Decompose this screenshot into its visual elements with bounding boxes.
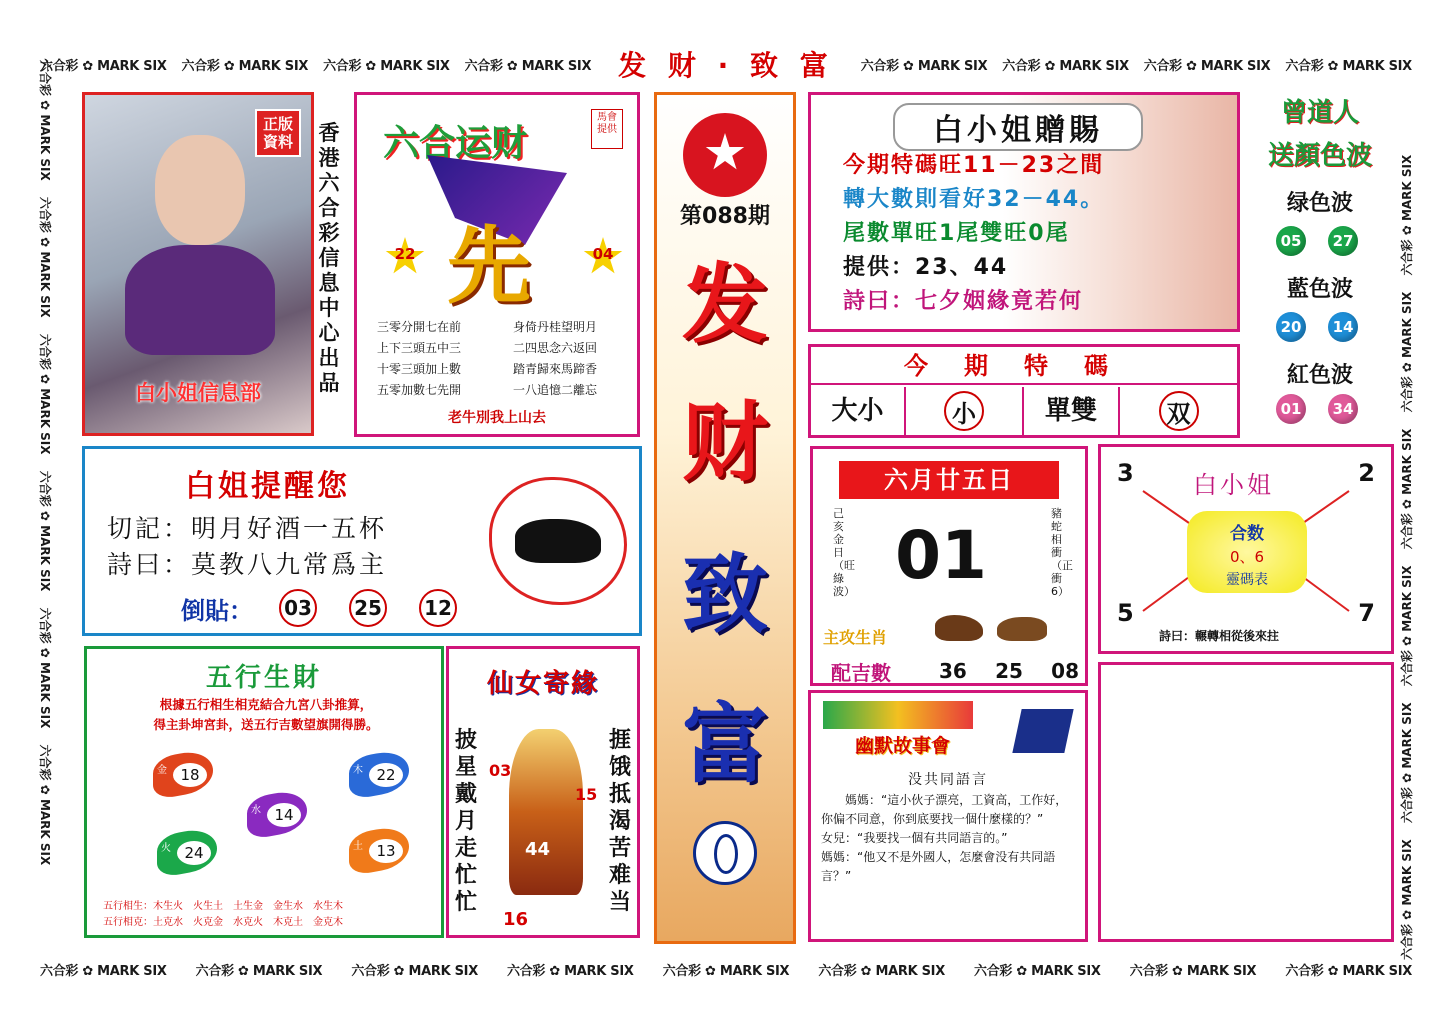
wave-ball: 01 [1276, 394, 1306, 424]
portrait-image [155, 135, 245, 245]
header-title: 发 财 · 致 富 [618, 49, 834, 82]
daotie-num: 12 [419, 589, 457, 627]
border-text: 六合彩 ✿ MARK SIX [38, 60, 52, 181]
bauhinia-emblem-icon [683, 113, 767, 197]
ox-silhouette-icon [515, 519, 601, 563]
border-text: 六合彩 ✿ MARK SIX [195, 964, 323, 979]
horse-icon [935, 615, 983, 641]
wuxing-ke: 五行相克：土克水 火克金 水克火 木克土 金克木 [103, 917, 343, 928]
fairy-num: 16 [503, 909, 529, 930]
border-text: 六合彩 ✿ MARK SIX [818, 964, 945, 979]
poem-line: 一八追憶二離忘 [513, 383, 598, 397]
story-heading: 没共同語言 [908, 772, 988, 788]
fortune-left-num: 22 [394, 245, 416, 263]
gift-line: 今期特碼旺11－23之間 [843, 153, 1105, 178]
side-publisher-text: 香港六合彩信息中心出品 [318, 120, 340, 395]
story-body [821, 791, 1077, 886]
gift-line: 提供：23、44 [843, 255, 1009, 280]
poem-line: 五零加數七先開 [377, 383, 462, 397]
special-row [811, 387, 1237, 435]
border-text: 六合彩 ✿ MARK SIX [860, 58, 988, 74]
buddha-figure-icon [509, 729, 583, 895]
wuxing-panel [84, 646, 444, 938]
wave-label-blue: 藍色波 [1286, 277, 1353, 302]
compass-panel [1098, 444, 1394, 654]
fairy-right-poem: 捱饿抵渴苦难当 [608, 727, 631, 915]
flag-element: 土 [353, 841, 363, 852]
compass-center-value: 0、6 [1229, 548, 1265, 566]
poem-line: 上下三頭五中三 [377, 341, 462, 355]
border-text: 六合彩 ✿ MARK SIX [40, 964, 167, 979]
border-text: 六合彩 ✿ MARK SIX [1143, 58, 1271, 74]
compass-poem: 詩曰：輾轉相從後來拄 [1159, 629, 1280, 643]
border-top [40, 44, 1412, 84]
poem-line: 十零三頭加上數 [377, 362, 462, 376]
badge-official [255, 109, 301, 157]
special-title: 今期特碼 [811, 347, 1237, 385]
border-text: 六合彩 ✿ MARK SIX [1400, 428, 1414, 550]
reminder-title: 白姐提醒您 [185, 469, 350, 504]
fortune-poem-right [513, 317, 597, 401]
flag-element: 木 [353, 765, 363, 776]
color-waves-panel [1252, 92, 1388, 432]
daotie-num: 03 [279, 589, 317, 627]
border-text: 六合彩 ✿ MARK SIX [1400, 154, 1414, 276]
border-right [1398, 60, 1424, 979]
compass-title: 白小姐 [1193, 471, 1274, 499]
fairy-title: 仙女寄緣 [486, 669, 599, 699]
fortune-panel [354, 92, 640, 437]
size-value-cell [906, 387, 1024, 435]
calendar-date: 六月廿五日 [839, 461, 1059, 499]
center-char-zhi: 致 [682, 544, 768, 645]
wave-ball: 27 [1328, 226, 1358, 256]
poem-line: 三零分開七在前 [377, 320, 462, 334]
special-panel [808, 344, 1240, 438]
calendar-number: 01 [895, 517, 987, 594]
fairy-num: 15 [575, 785, 598, 804]
zodiac-ox-icon [489, 477, 627, 605]
center-char-fa: 发 [682, 254, 768, 355]
compass-num-bl: 5 [1117, 599, 1134, 627]
gift-line: 尾數單旺1尾雙旺0尾 [843, 221, 1070, 246]
border-text: 六合彩 ✿ MARK SIX [323, 58, 450, 74]
compass-center-sub: 靈碼表 [1226, 572, 1268, 588]
lucky-numbers [939, 659, 1079, 683]
calendar-right-text: 豬蛇相衝（正衝6） [1051, 507, 1073, 598]
calendar-panel [810, 446, 1088, 686]
fortune-title: 六合运财 [383, 122, 528, 164]
border-text: 六合彩 ✿ MARK SIX [662, 964, 790, 979]
border-text: 六合彩 ✿ MARK SIX [181, 58, 309, 74]
border-text: 六合彩 ✿ MARK SIX [974, 964, 1101, 979]
wave-ball: 34 [1328, 394, 1358, 424]
flag-element: 金 [157, 765, 167, 776]
fortune-right-num: 04 [592, 245, 614, 263]
wuxing-title: 五行生財 [205, 663, 322, 693]
border-text: 六合彩 ✿ MARK SIX [351, 964, 478, 979]
size-value: 小 [944, 391, 984, 431]
parity-label: 單雙 [1024, 387, 1120, 435]
daotie-row [181, 589, 465, 627]
wave-ball: 05 [1276, 226, 1306, 256]
wave-label-red: 紅色波 [1286, 363, 1353, 388]
line-label: 切記： [107, 514, 192, 543]
lucky-num: 08 [1051, 659, 1079, 683]
border-text: 六合彩 ✿ MARK SIX [1400, 565, 1414, 687]
border-text: 六合彩 ✿ MARK SIX [1400, 291, 1414, 413]
fairy-num: 44 [525, 839, 551, 860]
border-text: 六合彩 ✿ MARK SIX [38, 607, 52, 729]
wave-label-green: 绿色波 [1286, 191, 1353, 216]
calendar-left-text: 己亥金日（旺綠波） [833, 507, 855, 598]
waves-title: 送顏色波 [1267, 141, 1372, 171]
portrait-caption: 白小姐信息部 [135, 381, 261, 405]
fairy-panel [446, 646, 640, 938]
poem-line: 踏青歸來馬蹄香 [513, 362, 598, 376]
portrait-image [125, 245, 275, 355]
wuxing-desc [97, 695, 435, 735]
fortune-footer: 老牛別我上山去 [448, 410, 546, 426]
border-text: 六合彩 ✿ MARK SIX [1400, 702, 1414, 824]
gift-title: 白小姐贈賜 [893, 103, 1143, 151]
flag-number: 14 [267, 803, 301, 827]
flowers-icon [823, 701, 973, 729]
story-title: 幽默故事會 [855, 735, 951, 757]
line-label: 詩曰： [107, 550, 192, 579]
lucky-num: 36 [939, 659, 967, 683]
border-text: 六合彩 ✿ MARK SIX [464, 58, 592, 74]
story-paragraph: 媽媽：“他又不是外國人，怎麼會没有共同語言？” [821, 850, 1056, 883]
center-char-fu: 富 [682, 694, 768, 795]
border-text: 六合彩 ✿ MARK SIX [38, 470, 52, 592]
flag-number: 18 [173, 763, 207, 787]
border-left [30, 60, 56, 979]
lucky-num: 25 [995, 659, 1023, 683]
border-text: 六合彩 ✿ MARK SIX [1285, 964, 1412, 979]
compass-num-br: 7 [1358, 599, 1375, 627]
center-column [654, 92, 796, 944]
story-panel [808, 690, 1088, 942]
reminder-lines [107, 511, 387, 583]
border-text: 六合彩 ✿ MARK SIX [1285, 58, 1412, 74]
compass-num-tl: 3 [1117, 459, 1134, 487]
parity-value: 双 [1159, 391, 1199, 431]
gift-line: 詩曰：七夕姻緣竟若何 [843, 289, 1084, 314]
poem-line: 身倚丹桂望明月 [513, 320, 598, 334]
parity-value-cell [1120, 391, 1237, 431]
book-icon [1012, 709, 1073, 753]
wuxing-sheng: 五行相生：木生火 火生土 土生金 金生水 水生木 [103, 901, 343, 912]
story-paragraph: 媽媽：“這小伙子漂亮，工資高，工作好，你偏不同意，你到底要找一個什麼樣的？” [821, 793, 1068, 826]
wave-ball: 20 [1276, 312, 1306, 342]
border-text: 六合彩 ✿ MARK SIX [38, 744, 52, 866]
wuxing-rules [103, 899, 343, 931]
portrait-panel [82, 92, 314, 436]
badge-line: 資料 [262, 133, 293, 151]
wave-ball: 14 [1328, 312, 1358, 342]
border-text: 六合彩 ✿ MARK SIX [1129, 964, 1257, 979]
badge-line: 正版 [262, 115, 293, 133]
border-text: 六合彩 ✿ MARK SIX [1400, 839, 1414, 960]
border-text: 六合彩 ✿ MARK SIX [40, 58, 167, 74]
empty-panel [1098, 662, 1394, 942]
center-char-cai: 财 [682, 392, 768, 493]
gift-panel [808, 92, 1240, 332]
seal-stamp: 馬會提供 [591, 109, 623, 149]
story-paragraph: 女兒：“我要找一個有共同語言的。” [821, 831, 1008, 845]
border-bottom [40, 960, 1412, 979]
gift-lines [843, 149, 1104, 319]
compass-num-tr: 2 [1358, 459, 1375, 487]
lucky-label: 配吉數 [831, 661, 891, 685]
zodiac-label: 主攻生肖 [823, 628, 888, 647]
fairy-left-poem: 披星戴月走忙忙 [454, 727, 477, 915]
flag-element: 水 [251, 805, 261, 816]
gift-line: 轉大數則看好32－44。 [843, 187, 1105, 212]
flag-element: 火 [161, 843, 171, 854]
size-label: 大小 [811, 387, 906, 435]
horseshoe-icon [714, 834, 738, 874]
flag-number: 22 [369, 763, 403, 787]
compass-center [1187, 511, 1307, 593]
fairy-num: 03 [489, 761, 512, 780]
reminder-panel [82, 446, 642, 636]
border-text: 六合彩 ✿ MARK SIX [507, 964, 634, 979]
marksix-logo-icon [693, 821, 757, 885]
border-text: 六合彩 ✿ MARK SIX [38, 196, 52, 318]
daotie-label: 倒貼： [181, 596, 253, 625]
issue-number: 第088期 [680, 204, 770, 229]
fortune-big-char: 先 [447, 216, 532, 315]
flower-icon [705, 133, 745, 173]
border-text: 六合彩 ✿ MARK SIX [38, 333, 52, 455]
flag-number: 24 [177, 841, 211, 865]
reminder-line: 明月好酒一五杯 [191, 514, 388, 543]
flag-number: 13 [369, 839, 403, 863]
border-text: 六合彩 ✿ MARK SIX [1002, 58, 1129, 74]
wuxing-desc-line: 得主卦坤宮卦，送五行吉數望旗開得勝。 [153, 717, 379, 732]
pig-icon [997, 617, 1047, 641]
daotie-num: 25 [349, 589, 387, 627]
wuxing-desc-line: 根據五行相生相克結合九宮八卦推算， [159, 697, 373, 712]
poem-line: 二四思念六返回 [513, 341, 598, 355]
waves-title: 曾道人 [1280, 98, 1359, 128]
compass-center-title: 合数 [1230, 524, 1264, 544]
reminder-line: 莫教八九常爲主 [191, 550, 388, 579]
fortune-poem-left [377, 317, 461, 401]
